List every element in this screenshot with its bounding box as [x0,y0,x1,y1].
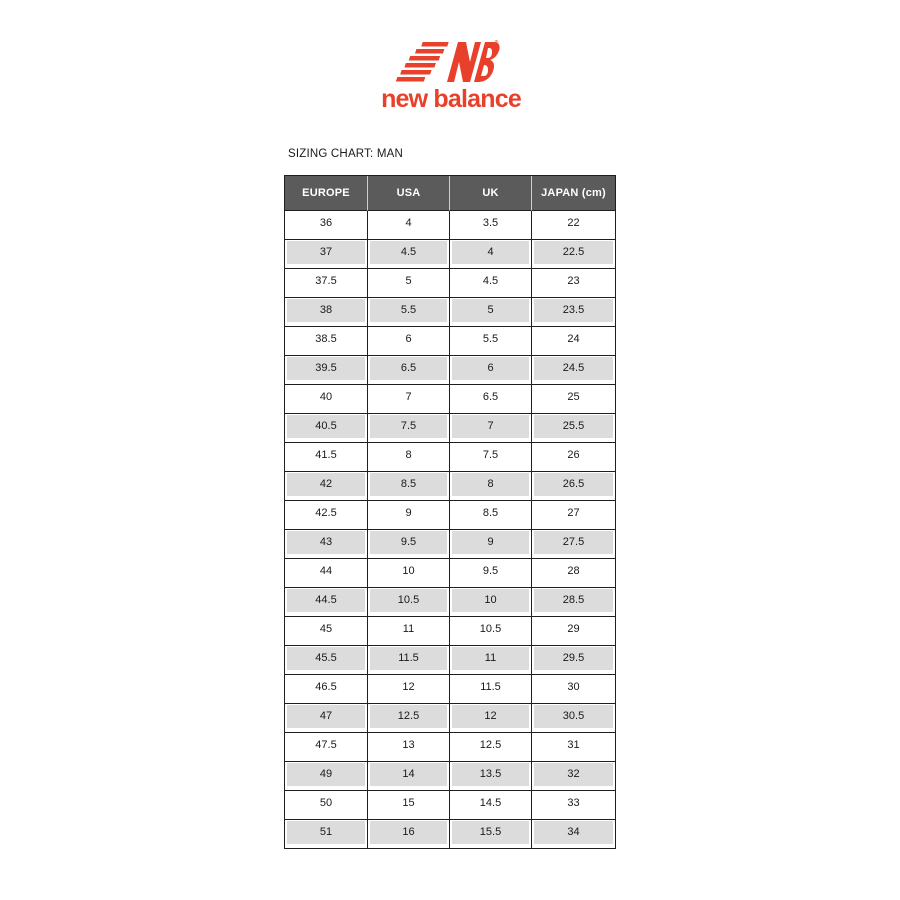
cell-japan [532,298,616,327]
cell-uk [450,327,532,356]
table-row [285,559,616,588]
cell-value: 24 [534,328,613,351]
cell-japan [532,588,616,617]
cell-uk [450,762,532,791]
cell-value: 34 [534,821,613,844]
cell-value: 10.5 [452,618,529,641]
cell-value: 12 [452,705,529,728]
cell-usa [368,240,450,269]
cell-value: 16 [370,821,447,844]
cell-value: 23.5 [534,299,613,322]
cell-value: 10 [370,560,447,583]
cell-value: 12 [370,676,447,699]
cell-uk [450,501,532,530]
cell-japan [532,820,616,849]
cell-value: 9 [370,502,447,525]
column-header-usa: USA [368,176,450,211]
cell-value: 11.5 [370,647,447,670]
table-header-row [285,176,616,211]
cell-value: 15.5 [452,821,529,844]
cell-europe [285,298,368,327]
cell-value: 3.5 [452,212,529,235]
cell-value: 40.5 [287,415,365,438]
cell-uk [450,414,532,443]
cell-europe [285,414,368,443]
cell-uk [450,356,532,385]
cell-value: 11.5 [452,676,529,699]
cell-usa [368,269,450,298]
cell-value: 29 [534,618,613,641]
page-title: SIZING CHART: MAN [288,148,404,160]
table-row [285,211,616,240]
cell-value: 38 [287,299,365,322]
cell-europe [285,501,368,530]
table-row [285,298,616,327]
cell-value: 4.5 [452,270,529,293]
cell-uk [450,646,532,675]
cell-value: 6 [370,328,447,351]
cell-usa [368,559,450,588]
cell-value: 7.5 [370,415,447,438]
cell-uk [450,530,532,559]
size-chart-table [284,175,616,849]
cell-europe [285,733,368,762]
cell-value: 51 [287,821,365,844]
cell-value: 6.5 [452,386,529,409]
cell-value: 30.5 [534,705,613,728]
cell-usa [368,472,450,501]
cell-value: 45 [287,618,365,641]
cell-value: 23 [534,270,613,293]
cell-value: 12.5 [370,705,447,728]
table-row [285,617,616,646]
cell-value: 8.5 [370,473,447,496]
cell-usa [368,414,450,443]
cell-uk [450,617,532,646]
cell-europe [285,269,368,298]
cell-usa [368,733,450,762]
cell-europe [285,530,368,559]
table-row [285,820,616,849]
cell-japan [532,211,616,240]
cell-europe [285,472,368,501]
cell-value: 7.5 [452,444,529,467]
cell-value: 9 [452,531,529,554]
cell-usa [368,327,450,356]
cell-japan [532,472,616,501]
table-row [285,269,616,298]
cell-uk [450,820,532,849]
cell-europe [285,675,368,704]
cell-europe [285,240,368,269]
table-body [285,211,616,849]
cell-usa [368,704,450,733]
table-row [285,675,616,704]
cell-europe [285,211,368,240]
cell-value: 13 [370,734,447,757]
cell-value: 44.5 [287,589,365,612]
cell-value: 36 [287,212,365,235]
cell-value: 12.5 [452,734,529,757]
cell-value: 15 [370,792,447,815]
table-row [285,791,616,820]
cell-value: 14 [370,763,447,786]
cell-value: 50 [287,792,365,815]
cell-japan [532,443,616,472]
brand-logo [378,38,524,112]
cell-europe [285,617,368,646]
cell-value: 14.5 [452,792,529,815]
cell-value: 13.5 [452,763,529,786]
cell-europe [285,559,368,588]
cell-europe [285,443,368,472]
cell-value: 9.5 [370,531,447,554]
cell-japan [532,617,616,646]
cell-value: 4.5 [370,241,447,264]
svg-text:®: ® [494,40,499,46]
table-row [285,240,616,269]
cell-uk [450,791,532,820]
cell-value: 9.5 [452,560,529,583]
table-row [285,646,616,675]
cell-japan [532,327,616,356]
cell-usa [368,646,450,675]
cell-japan [532,385,616,414]
cell-value: 46.5 [287,676,365,699]
cell-uk [450,472,532,501]
brand-wordmark: new balance [381,85,521,113]
cell-usa [368,443,450,472]
cell-japan [532,762,616,791]
cell-value: 32 [534,763,613,786]
cell-value: 33 [534,792,613,815]
cell-uk [450,704,532,733]
table-row [285,472,616,501]
cell-japan [532,501,616,530]
table-row [285,733,616,762]
cell-uk [450,588,532,617]
cell-uk [450,211,532,240]
cell-europe [285,704,368,733]
cell-value: 31 [534,734,613,757]
cell-value: 25 [534,386,613,409]
cell-value: 47.5 [287,734,365,757]
cell-japan [532,414,616,443]
cell-usa [368,501,450,530]
table-row [285,762,616,791]
table-row [285,704,616,733]
table-row [285,327,616,356]
cell-uk [450,240,532,269]
cell-value: 25.5 [534,415,613,438]
cell-value: 45.5 [287,647,365,670]
cell-value: 28 [534,560,613,583]
cell-value: 7 [452,415,529,438]
cell-usa [368,820,450,849]
cell-value: 22.5 [534,241,613,264]
cell-europe [285,385,368,414]
cell-uk [450,559,532,588]
cell-usa [368,211,450,240]
cell-europe [285,820,368,849]
cell-uk [450,733,532,762]
cell-value: 22 [534,212,613,235]
new-balance-nb-icon [414,38,499,86]
cell-japan [532,356,616,385]
cell-europe [285,646,368,675]
cell-value: 26 [534,444,613,467]
cell-value: 8 [370,444,447,467]
cell-value: 44 [287,560,365,583]
cell-uk [450,269,532,298]
cell-value: 37.5 [287,270,365,293]
column-header-uk: UK [450,176,532,211]
cell-usa [368,762,450,791]
table-row [285,443,616,472]
cell-value: 49 [287,763,365,786]
cell-value: 4 [452,241,529,264]
cell-uk [450,385,532,414]
cell-japan [532,530,616,559]
cell-usa [368,588,450,617]
cell-uk [450,443,532,472]
cell-japan [532,733,616,762]
cell-value: 42.5 [287,502,365,525]
cell-value: 26.5 [534,473,613,496]
cell-europe [285,588,368,617]
cell-uk [450,298,532,327]
column-header-europe: EUROPE [285,176,368,211]
cell-value: 28.5 [534,589,613,612]
cell-value: 5 [370,270,447,293]
cell-uk [450,675,532,704]
cell-value: 41.5 [287,444,365,467]
cell-usa [368,356,450,385]
column-header-japan: JAPAN (cm) [532,176,616,211]
cell-value: 39.5 [287,357,365,380]
cell-value: 29.5 [534,647,613,670]
cell-value: 40 [287,386,365,409]
cell-japan [532,675,616,704]
cell-value: 6 [452,357,529,380]
cell-value: 27 [534,502,613,525]
cell-value: 11 [452,647,529,670]
cell-value: 5.5 [370,299,447,322]
cell-usa [368,617,450,646]
table-row [285,385,616,414]
cell-value: 47 [287,705,365,728]
cell-europe [285,762,368,791]
cell-japan [532,791,616,820]
cell-value: 7 [370,386,447,409]
cell-value: 42 [287,473,365,496]
cell-value: 5.5 [452,328,529,351]
cell-usa [368,385,450,414]
cell-value: 38.5 [287,328,365,351]
table-row [285,530,616,559]
table-row [285,414,616,443]
cell-value: 11 [370,618,447,641]
cell-value: 4 [370,212,447,235]
cell-value: 8.5 [452,502,529,525]
table-row [285,356,616,385]
cell-usa [368,298,450,327]
cell-japan [532,559,616,588]
cell-value: 8 [452,473,529,496]
cell-value: 10.5 [370,589,447,612]
cell-value: 37 [287,241,365,264]
cell-value: 27.5 [534,531,613,554]
cell-value: 10 [452,589,529,612]
cell-europe [285,327,368,356]
cell-usa [368,530,450,559]
cell-japan [532,240,616,269]
cell-value: 30 [534,676,613,699]
cell-usa [368,675,450,704]
cell-value: 6.5 [370,357,447,380]
cell-value: 43 [287,531,365,554]
table-row [285,501,616,530]
cell-usa [368,791,450,820]
cell-japan [532,646,616,675]
cell-europe [285,791,368,820]
table-row [285,588,616,617]
cell-europe [285,356,368,385]
cell-value: 5 [452,299,529,322]
cell-japan [532,269,616,298]
cell-japan [532,704,616,733]
cell-value: 24.5 [534,357,613,380]
